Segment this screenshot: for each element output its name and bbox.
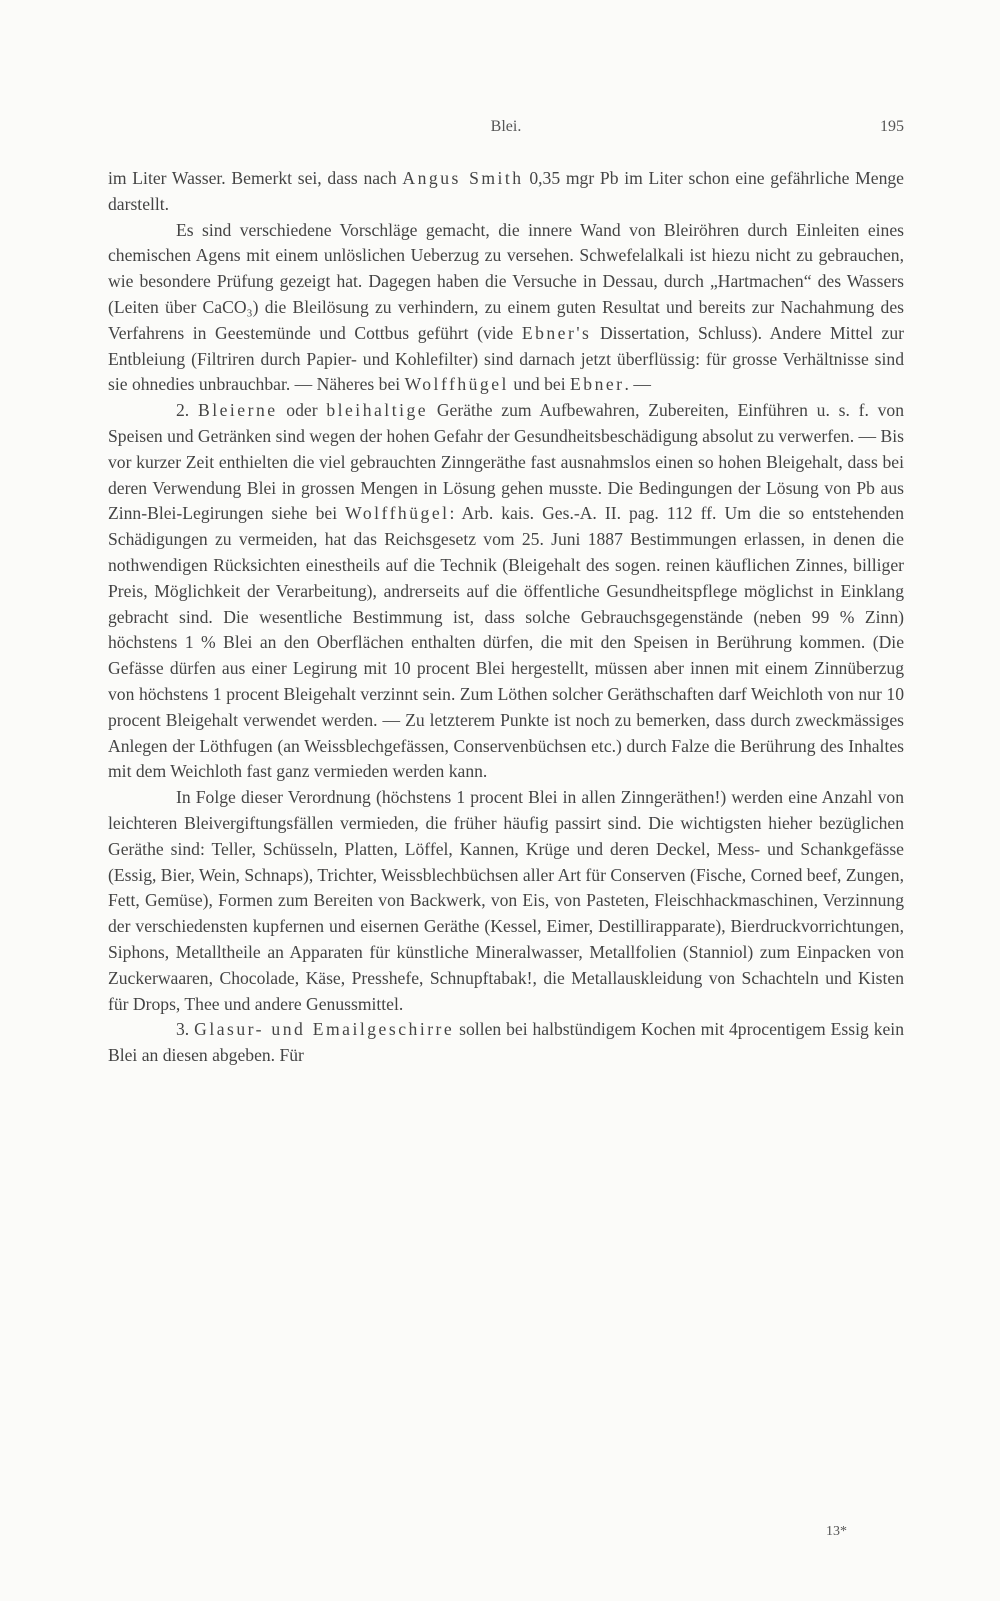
text-run: 2.	[176, 400, 198, 421]
spaced-emphasis: Wolffhügel	[345, 503, 450, 524]
text-run: im Liter Wasser. Bemerkt sei, dass nach	[108, 168, 403, 188]
paragraph	[108, 785, 904, 1017]
text-run: . —	[624, 374, 651, 395]
text-run: 3.	[176, 1019, 195, 1040]
text-run: Geräthe zum Aufbewahren, Zubereiten, Einführen u. s. f. von Speisen und Getränken sind wegen der hohen Gefahr der Gesundheitsbeschädigung absolut zu verwerfen. — Bis vor kurzer Zeit enthielten die viel gebrauchten Zinngeräthe fast ausnahmslos einen so hohen Bleigehalt, dass bei deren Verwendung Blei in grossen Mengen in Lösung gehen musste. Die Bedingungen der Lösung von Pb aus Zinn-Blei-Legirungen siehe bei	[108, 400, 905, 524]
paragraph	[108, 218, 904, 399]
spaced-emphasis: Ebner's	[521, 322, 592, 343]
signature-mark: 13*	[826, 1524, 847, 1539]
text-run: Es sind verschiedene Vorschläge gemacht, die innere Wand von Bleiröhren durch Einleiten eines chemischen Agens mit einem unlöslichen Ueberzug zu versehen. Schwefelalkali ist hiezu nicht zu gebrauchen, wie besondere Prüfung gezeigt hat. Dagegen haben die Versuche in Dessau, durch „Hartmachen“ des Wassers (Leiten über CaCO₃) die Bleilösung zu verhindern, zu einem guten Resultat und bereits zur Nachahmung des Verfahrens in Geestemünde und Cottbus geführt (vide	[108, 219, 904, 343]
running-title: Blei.	[490, 118, 522, 135]
spaced-emphasis: Wolffhügel	[404, 374, 509, 395]
spaced-emphasis: bleihaltige	[326, 400, 429, 421]
body-text	[108, 166, 904, 1069]
paragraph	[108, 166, 904, 218]
text-run: und bei	[508, 374, 571, 395]
text-run: In Folge dieser Verordnung (höchstens 1 procent Blei in allen Zinngeräthen!) werden eine Anzahl von leichteren Bleivergiftungsfällen vermieden, die früher häufig passirt sind. Die wichtigsten hieher bezüglichen Geräthe sind: Teller, Schüsseln, Platten, Löffel, Kannen, Krüge und deren Deckel, Mess- und Schankgefässe (Essig, Bier, Wein, Schnaps), Trichter, Weissblechbüchsen aller Art für Conserven (Fische, Corned beef, Zungen, Fett, Gemüse), Formen zum Bereiten von Backwerk, von Eis, von Pasteten, Fleischhackmaschinen, Verzinnung der verschiedensten kupfernen und eisernen Geräthe (Kessel, Eimer, Destillirapparate), Bierdruckvorrichtungen, Siphons, Metalltheile an Apparaten für künstliche Mineralwasser, Metallfolien (Stanniol) zum Einpacken von Zuckerwaaren, Chocolade, Käse, Presshefe, Schnupftabak!, die Metallauskleidung von Schachteln und Kisten für Drops, Thee und andere Genussmittel.	[108, 787, 904, 1014]
text-run: oder	[277, 400, 327, 421]
paragraph	[108, 398, 904, 785]
text-run: 0,35 mgr Pb im Liter schon eine gefährliche Menge darstellt.	[108, 168, 904, 214]
running-header	[108, 118, 904, 140]
text-run: sollen bei halbstündigem Kochen mit 4procentigem Essig kein Blei an diesen abgeben. Für	[108, 1019, 904, 1066]
text-run: : Arb. kais. Ges.-A. II. pag. 112 ff. Um die so entstehenden Schädigungen zu vermeiden, hat das Reichsgesetz vom 25. Juni 1887 Bestimmungen erlassen, in denen die nothwendigen Rücksichten einestheils auf die Technik (Bleigehalt des sogen. reinen käuflichen Zinnes, billiger Preis, Möglichkeit der Verarbeitung), andrerseits auf die öffentliche Gesundheitspflege möglichst in Einklang gebracht sind. Die wesentliche Bestimmung ist, dass solche Gebrauchsgegenstände (neben 99 % Zinn) höchstens 1 % Blei an den Oberflächen enthalten dürfen, die mit den Speisen in Berührung kommen. (Die Gefässe dürfen aus einer Legirung mit 10 procent Blei hergestellt, müssen aber innen mit einem Zinnüberzug von höchstens 1 procent Bleigehalt verzinnt sein. Zum Löthen solcher Geräthschaften darf Weichloth von nur 10 procent Bleigehalt verwendet werden. — Zu letzterem Punkte ist noch zu bemerken, dass durch zweckmässiges Anlegen der Löthfugen (an Weissblechgefässen, Conservenbüchsen etc.) durch Falze die Berührung des Inhaltes mit dem Weichloth fast ganz vermieden werden kann.	[108, 503, 904, 782]
spaced-emphasis: Glasur- und Emailgeschirre	[194, 1019, 455, 1040]
spaced-emphasis: Angus Smith	[402, 168, 524, 188]
paragraph	[108, 1017, 904, 1069]
text-run: Dissertation, Schluss). Andere Mittel zur Entbleiung (Filtriren durch Papier- und Kohlefilter) sind darnach jetzt überflüssig: für grosse Verhältnisse sind sie ohnedies unbrauchbar. — Näheres bei	[108, 322, 904, 395]
spaced-emphasis: Ebner	[570, 374, 625, 395]
page-number: 195	[880, 118, 904, 135]
spaced-emphasis: Bleierne	[197, 400, 278, 421]
